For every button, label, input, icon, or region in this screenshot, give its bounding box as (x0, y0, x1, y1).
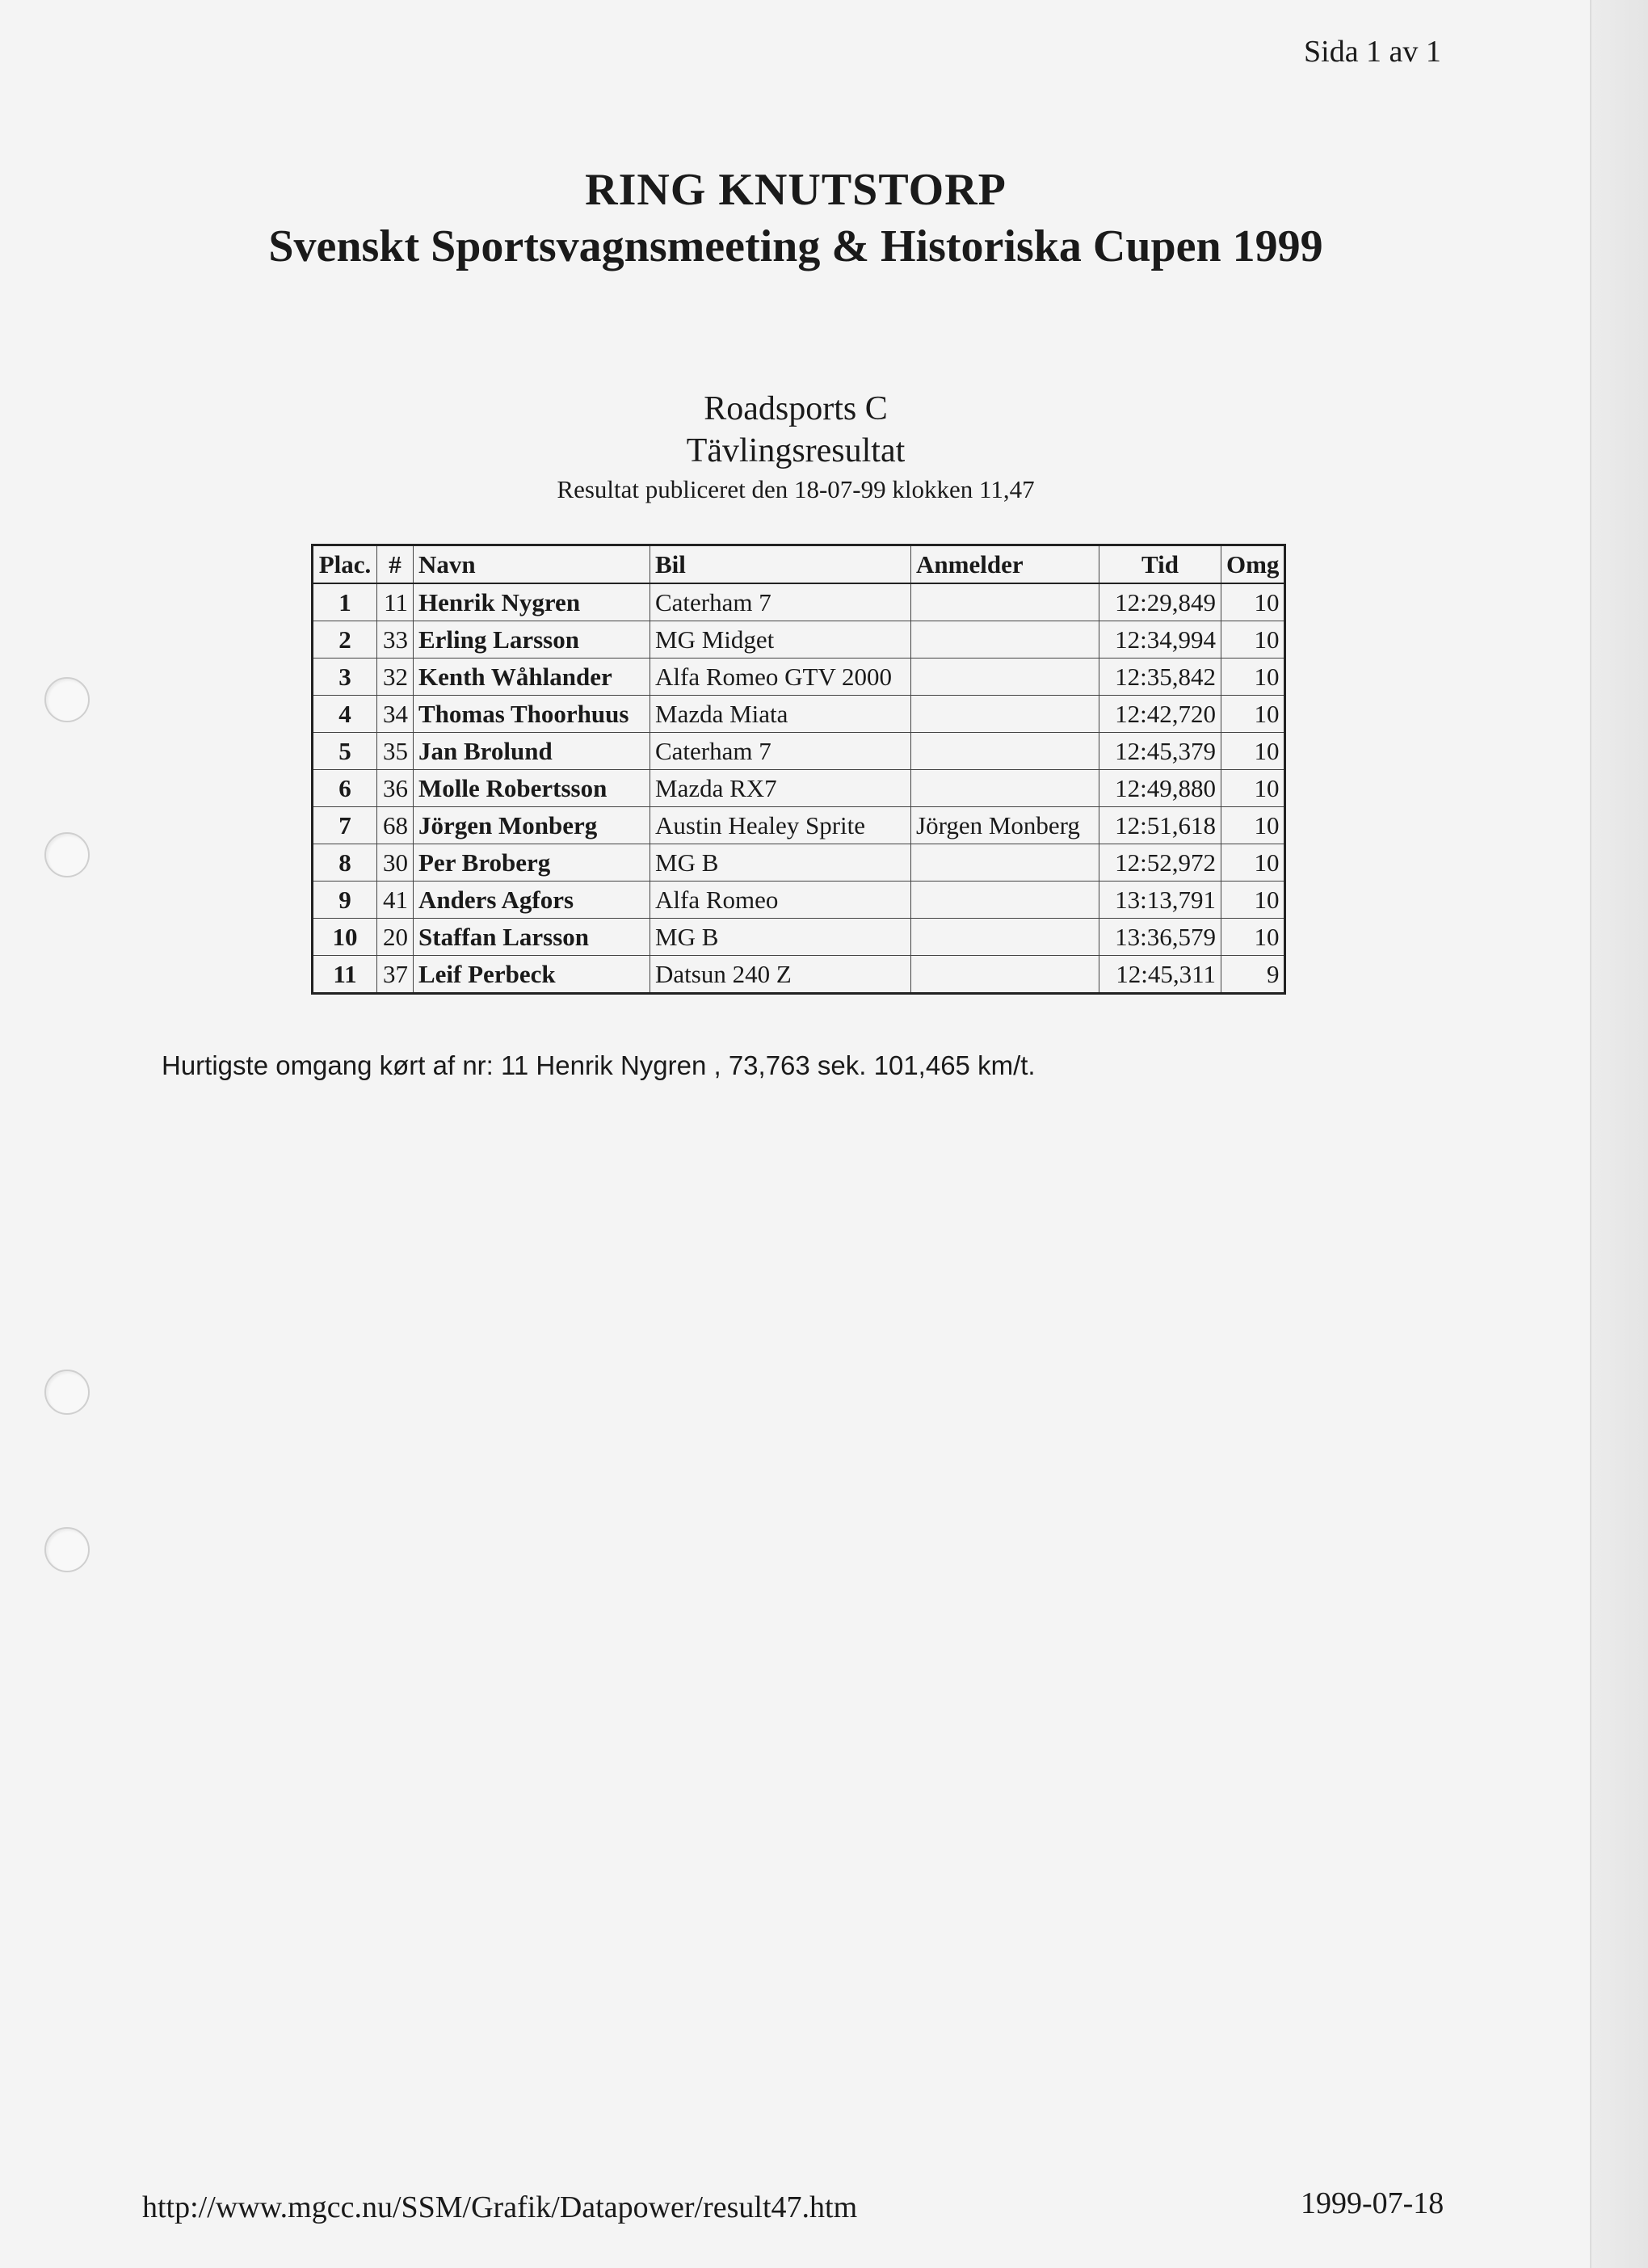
cell-bil: MG B (650, 919, 911, 956)
col-header-navn: Navn (414, 545, 650, 584)
cell-navn: Leif Perbeck (414, 956, 650, 994)
punch-hole (44, 677, 90, 722)
cell-anmelder (911, 583, 1099, 621)
cell-plac: 2 (313, 621, 377, 659)
footer-date: 1999-07-18 (1301, 2186, 1444, 2220)
cell-bil: Caterham 7 (650, 583, 911, 621)
cell-bil: Alfa Romeo GTV 2000 (650, 659, 911, 696)
cell-tid: 12:52,972 (1099, 844, 1221, 882)
cell-plac: 5 (313, 733, 377, 770)
cell-number: 35 (377, 733, 414, 770)
page-edge-shadow (1590, 0, 1648, 2268)
cell-number: 20 (377, 919, 414, 956)
col-header-number: # (377, 545, 414, 584)
table-row (313, 659, 1285, 696)
cell-tid: 12:45,311 (1099, 956, 1221, 994)
cell-number: 34 (377, 696, 414, 733)
cell-bil: Alfa Romeo (650, 882, 911, 919)
table-row (313, 919, 1285, 956)
cell-omg: 10 (1221, 696, 1285, 733)
cell-omg: 10 (1221, 919, 1285, 956)
cell-tid: 12:35,842 (1099, 659, 1221, 696)
cell-navn: Anders Agfors (414, 882, 650, 919)
cell-anmelder (911, 733, 1099, 770)
cell-plac: 6 (313, 770, 377, 807)
cell-omg: 9 (1221, 956, 1285, 994)
results-body (313, 583, 1285, 994)
cell-tid: 12:49,880 (1099, 770, 1221, 807)
cell-plac: 11 (313, 956, 377, 994)
cell-bil: Datsun 240 Z (650, 956, 911, 994)
fastest-lap-note: Hurtigste omgang kørt af nr: 11 Henrik Nygren , 73,763 sek. 101,465 km/t. (162, 1050, 1036, 1080)
table-row (313, 807, 1285, 844)
footer-url: http://www.mgcc.nu/SSM/Grafik/Datapower/result47.htm (142, 2190, 858, 2224)
cell-omg: 10 (1221, 882, 1285, 919)
punch-hole (44, 1527, 90, 1572)
cell-tid: 12:34,994 (1099, 621, 1221, 659)
table-row (313, 696, 1285, 733)
punch-hole (44, 832, 90, 877)
cell-omg: 10 (1221, 583, 1285, 621)
cell-tid: 12:51,618 (1099, 807, 1221, 844)
published-timestamp: Resultat publiceret den 18-07-99 klokken 11,47 (557, 475, 1035, 503)
cell-tid: 13:13,791 (1099, 882, 1221, 919)
table-row (313, 583, 1285, 621)
cell-number: 36 (377, 770, 414, 807)
title-block (0, 162, 1591, 275)
cell-number: 33 (377, 621, 414, 659)
cell-tid: 13:36,579 (1099, 919, 1221, 956)
cell-number: 68 (377, 807, 414, 844)
table-row (313, 733, 1285, 770)
col-header-plac: Plac. (313, 545, 377, 584)
event-subtitle: Svenskt Sportsvagnsmeeting & Historiska Cupen 1999 (268, 221, 1323, 271)
cell-tid: 12:29,849 (1099, 583, 1221, 621)
cell-bil: Mazda Miata (650, 696, 911, 733)
race-results-heading: Tävlingsresultat (686, 432, 906, 469)
cell-plac: 8 (313, 844, 377, 882)
col-header-bil: Bil (650, 545, 911, 584)
cell-number: 30 (377, 844, 414, 882)
page-indicator: Sida 1 av 1 (1304, 35, 1441, 69)
cell-anmelder (911, 919, 1099, 956)
col-header-anmelder: Anmelder (911, 545, 1099, 584)
cell-number: 11 (377, 583, 414, 621)
results-header-row (313, 545, 1285, 584)
cell-bil: MG B (650, 844, 911, 882)
cell-number: 37 (377, 956, 414, 994)
cell-navn: Thomas Thoorhuus (414, 696, 650, 733)
cell-navn: Erling Larsson (414, 621, 650, 659)
cell-plac: 7 (313, 807, 377, 844)
cell-navn: Jörgen Monberg (414, 807, 650, 844)
table-row (313, 882, 1285, 919)
table-row (313, 956, 1285, 994)
cell-tid: 12:42,720 (1099, 696, 1221, 733)
cell-navn: Molle Robertsson (414, 770, 650, 807)
cell-tid: 12:45,379 (1099, 733, 1221, 770)
cell-anmelder (911, 844, 1099, 882)
cell-plac: 10 (313, 919, 377, 956)
cell-number: 32 (377, 659, 414, 696)
cell-plac: 1 (313, 583, 377, 621)
cell-navn: Per Broberg (414, 844, 650, 882)
cell-navn: Jan Brolund (414, 733, 650, 770)
cell-navn: Kenth Wåhlander (414, 659, 650, 696)
table-row (313, 844, 1285, 882)
cell-plac: 4 (313, 696, 377, 733)
race-class-name: Roadsports C (704, 390, 888, 427)
cell-anmelder: Jörgen Monberg (911, 807, 1099, 844)
event-title: RING KNUTSTORP (585, 165, 1007, 215)
cell-omg: 10 (1221, 844, 1285, 882)
cell-omg: 10 (1221, 770, 1285, 807)
col-header-tid: Tid (1099, 545, 1221, 584)
punch-hole (44, 1370, 90, 1415)
cell-anmelder (911, 659, 1099, 696)
cell-bil: Mazda RX7 (650, 770, 911, 807)
cell-omg: 10 (1221, 621, 1285, 659)
cell-bil: Caterham 7 (650, 733, 911, 770)
cell-anmelder (911, 621, 1099, 659)
cell-navn: Staffan Larsson (414, 919, 650, 956)
cell-anmelder (911, 696, 1099, 733)
cell-bil: Austin Healey Sprite (650, 807, 911, 844)
cell-anmelder (911, 882, 1099, 919)
cell-anmelder (911, 956, 1099, 994)
cell-omg: 10 (1221, 733, 1285, 770)
table-row (313, 770, 1285, 807)
race-class-block (0, 388, 1591, 507)
cell-number: 41 (377, 882, 414, 919)
cell-anmelder (911, 770, 1099, 807)
col-header-omg: Omg (1221, 545, 1285, 584)
cell-omg: 10 (1221, 807, 1285, 844)
cell-omg: 10 (1221, 659, 1285, 696)
table-row (313, 621, 1285, 659)
cell-plac: 9 (313, 882, 377, 919)
results-table (311, 544, 1286, 995)
cell-plac: 3 (313, 659, 377, 696)
cell-navn: Henrik Nygren (414, 583, 650, 621)
cell-bil: MG Midget (650, 621, 911, 659)
